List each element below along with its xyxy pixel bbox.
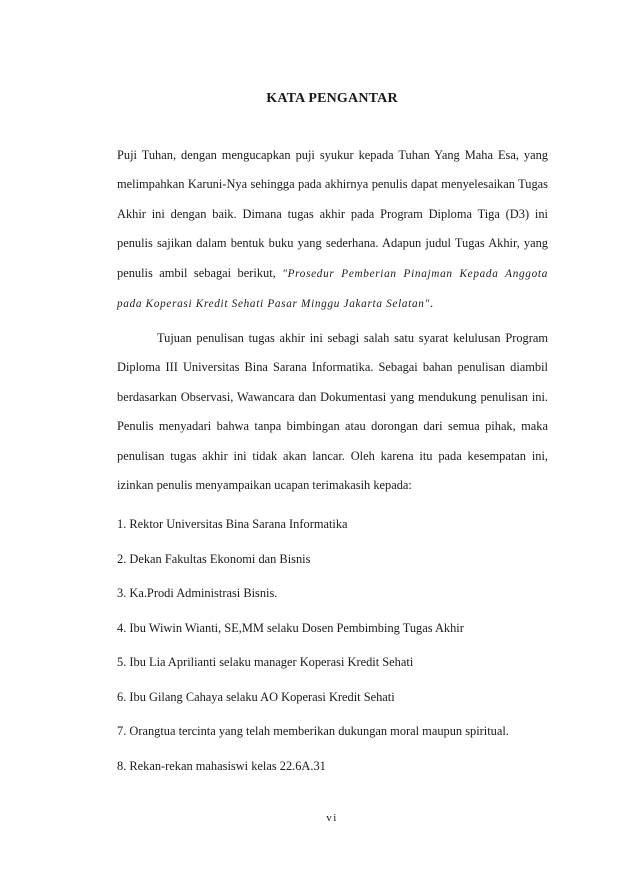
list-item: 4. Ibu Wiwin Wianti, SE,MM selaku Dosen Pembimbing Tugas Akhir xyxy=(117,620,464,635)
purpose-paragraph: Tujuan penulisan tugas akhir ini sebagi salah satu syarat kelulusan Program Diploma III Universitas Bina Sarana Informatika. Sebagai bahan penulisan diambil berdasarkan Observasi, Wawancara dan Dokumentasi yang mendukung penulisan ini. Penulis menyadari bahwa tanpa bimbingan atau dorongan dari semua pihak, maka penulisan tugas akhir ini tidak akan lancar. Oleh karena itu pada kesempatan ini, izinkan penulis menyampaikan ucapan terimakasih kepada: xyxy=(117,331,548,493)
list-item: 1. Rektor Universitas Bina Sarana Informatika xyxy=(117,517,348,531)
list-item: 2. Dekan Fakultas Ekonomi dan Bisnis xyxy=(117,551,311,566)
intro-paragraph xyxy=(117,141,548,319)
list-item: 8. Rekan-rekan mahasiswi kelas 22.6A.31 xyxy=(117,758,326,773)
list-item: 3. Ka.Prodi Administrasi Bisnis. xyxy=(117,586,278,600)
list-item: 6. Ibu Gilang Cahaya selaku AO Koperasi Kredit Sehati xyxy=(117,689,395,704)
page-title: KATA PENGANTAR xyxy=(266,91,398,106)
thesis-title: "Prosedur Pemberian Pinajman Kepada Anggota pada Koperasi Kredit Sehati Pasar Minggu Jakarta Selatan" xyxy=(117,267,548,311)
list-item: 5. Ibu Lia Aprilianti selaku manager Koperasi Kredit Sehati xyxy=(117,655,414,669)
list-item: 7. Orangtua tercinta yang telah memberikan dukungan moral maupun spiritual. xyxy=(117,724,509,738)
page-number: vi xyxy=(326,812,338,824)
acknowledgement-list xyxy=(117,507,548,783)
intro-end: . xyxy=(429,296,434,311)
intro-text: Puji Tuhan, dengan mengucapkan puji syukur kepada Tuhan Yang Maha Esa, yang melimpahkan Karuni-Nya sehingga pada akhirnya penulis dapat menyelesaikan Tugas Akhir ini dengan baik. Dimana tugas akhir pada Program Diploma Tiga (D3) ini penulis sajikan dalam bentuk buku yang sederhana. Adapun judul Tugas Akhir, yang penulis ambil sebagai berikut, xyxy=(117,148,548,280)
